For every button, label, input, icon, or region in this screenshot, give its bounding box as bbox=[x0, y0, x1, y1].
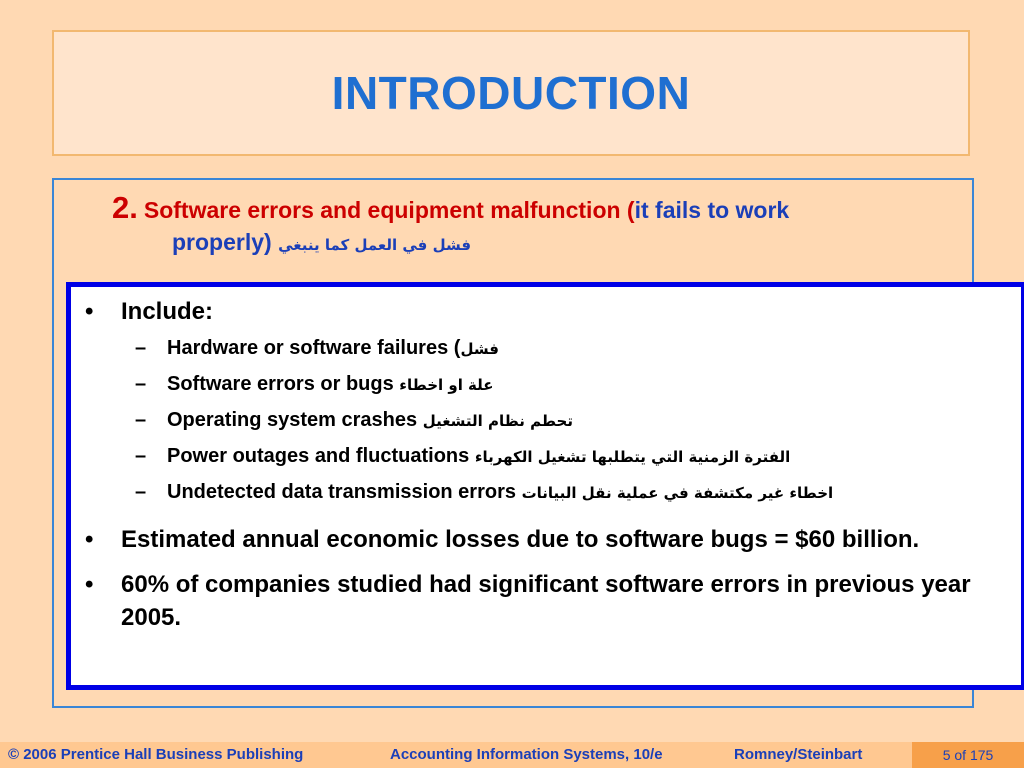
bullet-include bbox=[85, 297, 981, 511]
footer-bar bbox=[0, 742, 1024, 768]
subheading-arabic: فشل في العمل كما ينبغي bbox=[278, 236, 472, 254]
sub-bullet-en: Undetected data transmission errors bbox=[167, 481, 522, 503]
subheading-blue-text-1: it fails to work bbox=[634, 197, 790, 223]
sub-bullet-en: Power outages and fluctuations bbox=[167, 445, 475, 467]
subheading-line-1 bbox=[112, 192, 972, 226]
sub-bullet-ar: فشل bbox=[460, 340, 499, 358]
subheading-number: 2. bbox=[112, 190, 138, 225]
sub-bullet-ar: علة او اخطاء bbox=[399, 376, 494, 394]
sub-bullet-list bbox=[121, 331, 981, 511]
sub-bullet-item bbox=[121, 331, 981, 367]
sub-bullet-ar: اخطاء غير مكتشفة في عملية نقل البيانات bbox=[521, 484, 834, 502]
bullet-companies-text: 60% of companies studied had significant software errors in previous year 2005. bbox=[121, 571, 971, 631]
bullet-losses bbox=[85, 523, 981, 556]
sub-bullet-en: Operating system crashes bbox=[167, 409, 423, 431]
subheading bbox=[112, 192, 972, 261]
sub-bullet-ar: الفترة الزمنية التي يتطلبها تشغيل الكهرباء bbox=[474, 448, 791, 466]
dash-marker: – bbox=[135, 337, 147, 359]
sub-bullet-item bbox=[121, 403, 981, 439]
bullet-list bbox=[85, 297, 981, 634]
subheading-blue-text-2: properly) bbox=[172, 229, 272, 255]
title-box bbox=[52, 30, 970, 156]
dash-marker: – bbox=[135, 409, 147, 431]
sub-bullet-item bbox=[121, 367, 981, 403]
subheading-red-text: Software errors and equipment malfunction ( bbox=[143, 197, 635, 223]
footer-authors: Romney/Steinbart bbox=[734, 746, 863, 763]
bullet-box bbox=[66, 282, 1024, 690]
bullet-marker: • bbox=[85, 298, 94, 325]
dash-marker: – bbox=[135, 481, 147, 503]
page-number bbox=[912, 742, 1024, 768]
sub-bullet-en: Hardware or software failures ( bbox=[167, 337, 461, 359]
sub-bullet-item bbox=[121, 475, 981, 511]
sub-bullet-ar: تحطم نظام التشغيل bbox=[422, 412, 573, 430]
sub-bullet-en: Software errors or bugs bbox=[167, 373, 400, 395]
sub-bullet-item bbox=[121, 439, 981, 475]
bullet-marker: • bbox=[85, 571, 94, 598]
page-current: 5 bbox=[942, 747, 951, 763]
bullet-marker: • bbox=[85, 526, 94, 553]
slide-title: INTRODUCTION bbox=[331, 67, 691, 119]
footer-copyright: © 2006 Prentice Hall Business Publishing bbox=[8, 746, 304, 763]
dash-marker: – bbox=[135, 373, 147, 395]
bullet-losses-text: Estimated annual economic losses due to software bugs = $60 billion. bbox=[121, 526, 920, 553]
dash-marker: – bbox=[135, 445, 147, 467]
bullet-include-text: Include: bbox=[121, 298, 214, 325]
bullet-companies bbox=[85, 568, 981, 634]
footer-book-title: Accounting Information Systems, 10/e bbox=[390, 746, 663, 763]
page-total: of 175 bbox=[954, 747, 994, 763]
subheading-line-2 bbox=[112, 226, 972, 261]
